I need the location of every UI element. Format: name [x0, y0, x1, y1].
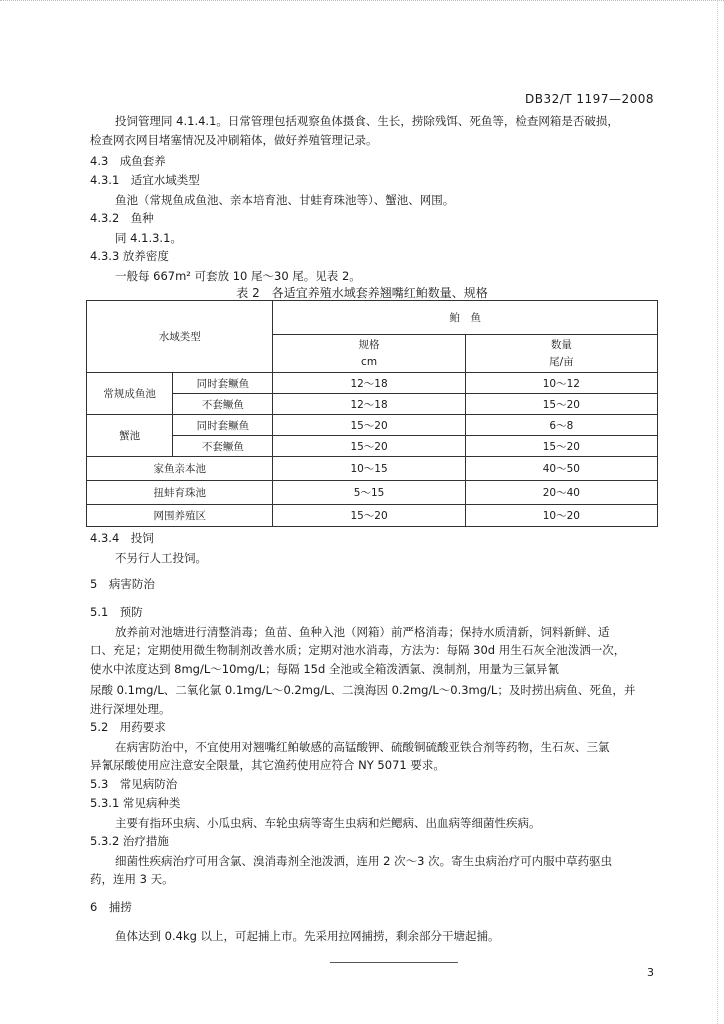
feeding-paragraph-line-2: 检查网衣网目堵塞情况及冲刷箱体，做好养殖管理记录。 [90, 133, 378, 147]
header-qty [465, 335, 657, 373]
section-5-3-1-body: 主要有指环虫病、小瓜虫病、车轮虫病等寄生虫病和烂鳃病、出血病等细菌性疾病。 [115, 816, 541, 830]
standard-number: DB32/T 1197—2008 [524, 92, 654, 106]
section-5-3-1-title: 5.3.1 常见病种类 [90, 796, 181, 810]
group-crab-pond: 蟹池 [87, 415, 173, 457]
section-5-2-line-2: 异氰尿酸使用应注意安全限量，其它渔药使用应符合 NY 5071 要求。 [90, 758, 445, 772]
header-spec [273, 335, 465, 373]
qty-value: 10～12 [465, 373, 657, 394]
spec-value: 15～20 [273, 505, 465, 527]
section-5-2-title: 5.2 用药要求 [90, 720, 166, 734]
table-2 [86, 300, 658, 527]
table-row [87, 415, 658, 436]
scan-edge-right [717, 0, 718, 1024]
qty-value: 6～8 [465, 415, 657, 436]
sub-type: 不套鳜鱼 [173, 436, 273, 457]
header-water-type: 水域类型 [87, 301, 273, 373]
water-type: 扭蚌育珠池 [87, 481, 273, 505]
section-6-body: 鱼体达到 0.4kg 以上，可起捕上市。先采用拉网捕捞，剩余部分干塘起捕。 [115, 929, 500, 943]
header-spec-label: 规格 [358, 338, 380, 351]
sub-type: 同时套鳜鱼 [173, 415, 273, 436]
section-4-3-title: 4.3 成鱼套养 [90, 154, 166, 168]
table-row [87, 457, 658, 481]
header-qty-unit: 尾/亩 [549, 355, 574, 368]
section-5-1-line-2: 口、充足；定期使用微生物制剂改善水质；定期对池水消毒，方法为：每隔 30d 用生石灰全池泼洒一次， [90, 643, 626, 657]
sub-type: 同时套鳜鱼 [173, 373, 273, 394]
section-5-title: 5 病害防治 [90, 577, 155, 591]
water-type: 家鱼亲本池 [87, 457, 273, 481]
section-4-3-1-body: 鱼池（常规鱼成鱼池、亲本培育池、甘蛙育珠池等）、蟹池、网围。 [115, 193, 455, 207]
group-conventional-pond: 常规成鱼池 [87, 373, 173, 415]
section-4-3-4-title: 4.3.4 投饲 [90, 531, 154, 545]
qty-value: 15～20 [465, 394, 657, 415]
header-spec-unit: cm [361, 355, 378, 368]
section-4-3-4-body: 不另行人工投饲。 [115, 551, 207, 565]
spec-value: 12～18 [273, 373, 465, 394]
section-4-3-2-body: 同 4.1.3.1。 [115, 231, 182, 245]
page-number: 3 [647, 966, 654, 979]
water-type: 网围养殖区 [87, 505, 273, 527]
section-6-title: 6 捕捞 [90, 900, 132, 914]
qty-value: 15～20 [465, 436, 657, 457]
section-5-3-2-title: 5.3.2 治疗措施 [90, 834, 169, 848]
section-5-2-line-1: 在病害防治中，不宜使用对翘嘴红鲌敏感的高锰酸钾、硫酸铜硫酸亚铁合剂等药物，生石灰、三氯 [115, 740, 610, 754]
scan-edge-top [0, 0, 724, 4]
header-qty-label: 数量 [550, 338, 572, 351]
section-4-3-1-title: 4.3.1 适宜水域类型 [90, 173, 200, 187]
spec-value: 5～15 [273, 481, 465, 505]
feeding-paragraph-line-1: 投饲管理同 4.1.4.1。日常管理包括观察鱼体摄食、生长，捞除残饵、死鱼等，检查网箱是否破损， [115, 114, 619, 128]
spec-value: 12～18 [273, 394, 465, 415]
table-2-title: 表 2 各适宜养殖水域套养翘嘴红鲌数量、规格 [236, 286, 488, 300]
table-row [87, 481, 658, 505]
section-5-1-title: 5.1 预防 [90, 605, 143, 619]
sub-type: 不套鳜鱼 [173, 394, 273, 415]
qty-value: 20～40 [465, 481, 657, 505]
section-5-1-line-4: 尿酸 0.1mg/L、二氧化氯 0.1mg/L～0.2mg/L、二溴海因 0.2mg/L～0.3mg/L；及时捞出病鱼、死鱼，并 [90, 683, 636, 697]
section-5-3-2-line-2: 药，连用 3 天。 [90, 872, 174, 886]
section-5-3-title: 5.3 常见病防治 [90, 777, 178, 791]
table-row [87, 394, 658, 415]
section-4-3-2-title: 4.3.2 鱼种 [90, 211, 154, 225]
section-5-1-line-5: 进行深埋处理。 [90, 702, 171, 716]
qty-value: 40～50 [465, 457, 657, 481]
section-5-1-line-3: 使水中浓度达到 8mg/L～10mg/L；每隔 15d 全池或全箱泼洒氯、溴制剂，用量为三氯异氰 [90, 662, 559, 676]
section-5-1-line-1: 放养前对池塘进行清整消毒；鱼苗、鱼种入池（网箱）前严格消毒；保持水质清新，饲料新鲜、适 [115, 625, 610, 639]
section-4-3-3-title: 4.3.3 放养密度 [90, 249, 169, 263]
table-row [87, 436, 658, 457]
qty-value: 10～20 [465, 505, 657, 527]
section-4-3-3-body: 一般每 667m² 可套放 10 尾～30 尾。见表 2。 [115, 269, 361, 283]
table-row [87, 505, 658, 527]
spec-value: 15～20 [273, 415, 465, 436]
header-fish: 鲌 鱼 [273, 301, 658, 335]
section-5-3-2-line-1: 细菌性疾病治疗可用含氯、溴消毒剂全池泼洒，连用 2 次～3 次。寄生虫病治疗可内服中草药驱虫 [115, 854, 613, 868]
footer-rule [330, 962, 458, 963]
spec-value: 15～20 [273, 436, 465, 457]
table-row [87, 373, 658, 394]
spec-value: 10～15 [273, 457, 465, 481]
